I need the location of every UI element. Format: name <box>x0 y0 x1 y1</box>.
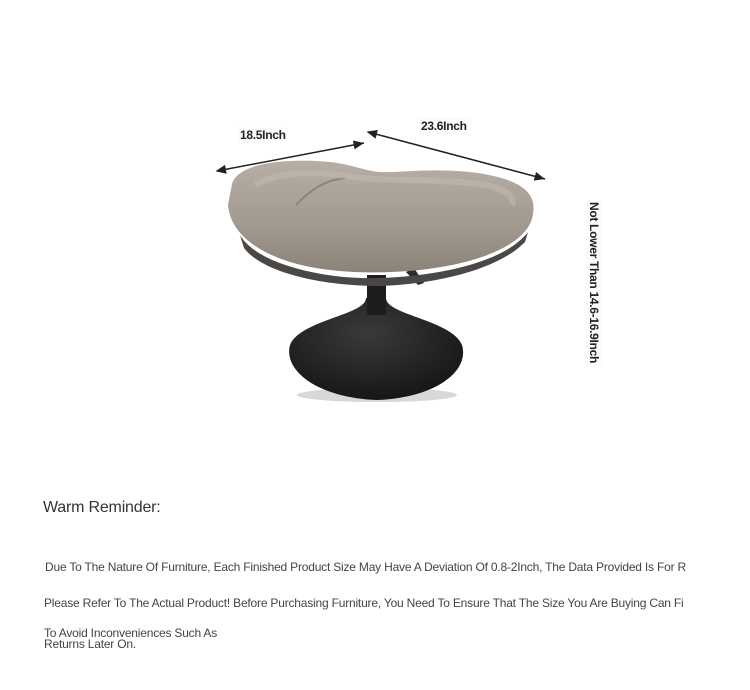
reminder-line-deviation: Due To The Nature Of Furniture, Each Finished Product Size May Have A Deviation Of 0.8-2Inch, The Data Provided Is For R <box>45 560 686 574</box>
reminder-line-avoid-a: To Avoid Inconveniences Such As <box>44 626 218 640</box>
height-label: Not Lower Than 14.6-16.9Inch <box>587 202 601 363</box>
reminder-line-avoid-b: Returns Later On. <box>44 637 136 651</box>
length-label: 23.6Inch <box>421 119 467 133</box>
reminder-line-refer: Please Refer To The Actual Product! Before Purchasing Furniture, You Need To Ensure That The Size You Are Buying Can Fi <box>44 596 684 610</box>
width-label: 18.5Inch <box>240 128 286 142</box>
reminder-title: Warm Reminder: <box>43 499 161 516</box>
reminder-line-avoid <box>44 628 284 650</box>
